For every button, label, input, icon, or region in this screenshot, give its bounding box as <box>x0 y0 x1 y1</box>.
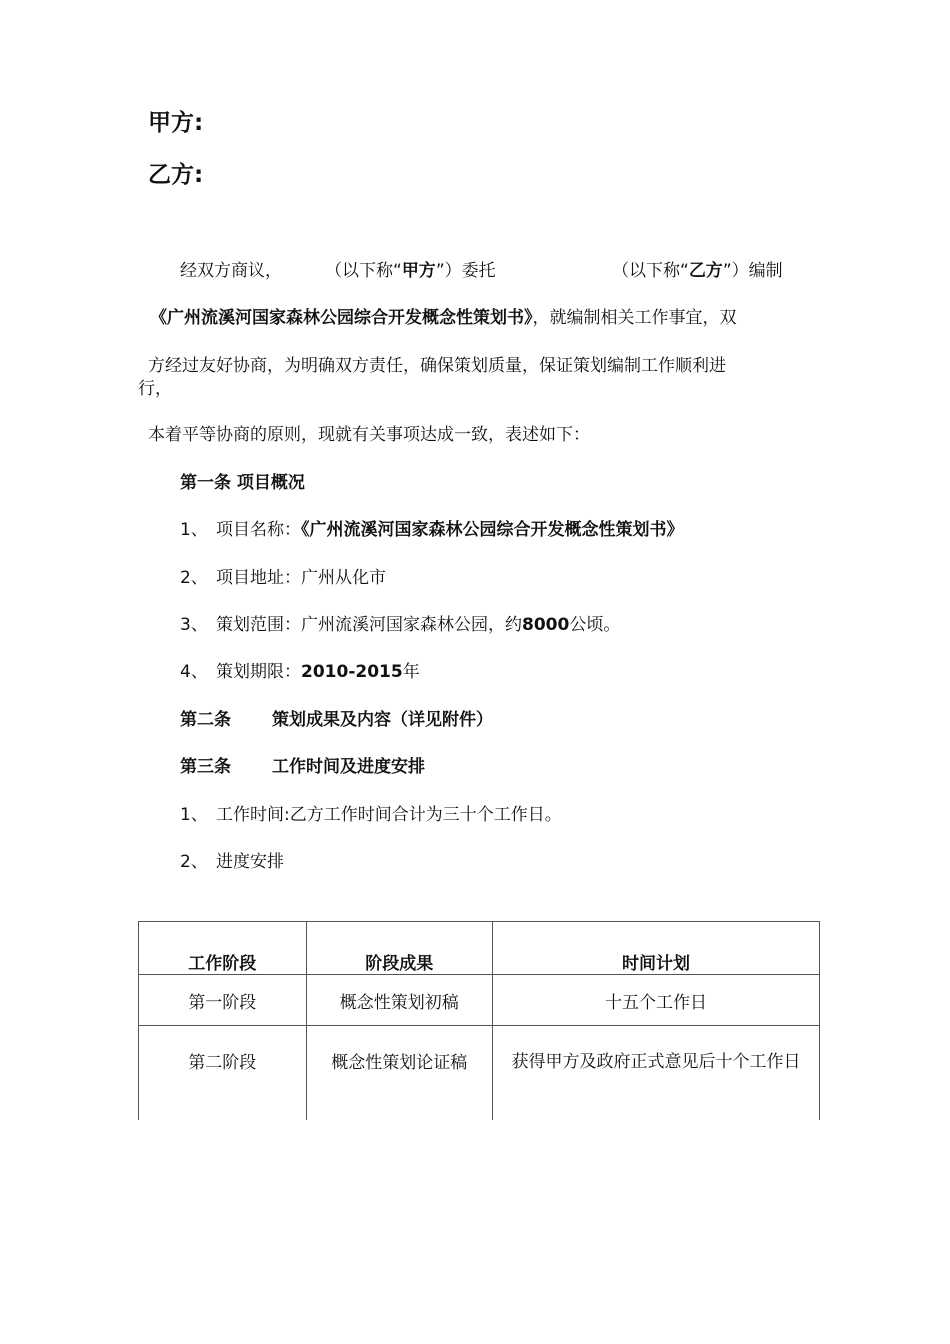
header-timeline: 时间计划 <box>492 922 819 975</box>
intro-line-1b: （以下称“甲方”）委托 <box>325 261 496 281</box>
party-b-label: 乙方: <box>148 162 204 188</box>
article-2-heading: 第二条 策划成果及内容（详见附件） <box>180 710 493 730</box>
article-1-item-3: 3、 策划范围：广州流溪河国家森林公园，约8000公顷。 <box>180 615 621 635</box>
table-row <box>139 1026 820 1121</box>
intro-line-3: 方经过友好协商，为明确双方责任，确保策划质量，保证策划编制工作顺利进 <box>148 356 726 376</box>
intro-line-4: 本着平等协商的原则，现就有关事项达成一致，表述如下： <box>148 425 590 445</box>
row-2-deliverable: 概念性策划论证稿 <box>331 1053 468 1073</box>
row-1-timeline: 十五个工作日 <box>492 975 819 1026</box>
header-stage: 工作阶段 <box>139 922 307 975</box>
row-2-stage: 第二阶段 <box>188 1053 257 1073</box>
article-3-item-1: 1、 工作时间:乙方工作时间合计为三十个工作日。 <box>180 805 562 825</box>
intro-line-2: 《广州流溪河国家森林公园综合开发概念性策划书》，就编制相关工作事宜，双 <box>150 308 737 328</box>
article-1-item-2: 2、 项目地址：广州从化市 <box>180 568 386 588</box>
project-title: 《广州流溪河国家森林公园综合开发概念性策划书》 <box>150 308 533 328</box>
article-1-heading: 第一条 项目概况 <box>180 473 305 493</box>
intro-line-1a: 经双方商议， <box>180 261 282 281</box>
table-header-row <box>139 922 820 975</box>
intro-line-1c: （以下称“乙方”）编制 <box>612 261 783 281</box>
article-1-item-4: 4、 策划期限：2010-2015年 <box>180 662 420 682</box>
row-1-deliverable: 概念性策划初稿 <box>306 975 492 1026</box>
row-1-stage: 第一阶段 <box>139 975 307 1026</box>
article-3-heading: 第三条 工作时间及进度安排 <box>180 757 425 777</box>
row-2-timeline: 获得甲方及政府正式意见后十个工作日 <box>511 1052 801 1072</box>
schedule-table <box>138 921 820 1120</box>
header-deliverable: 阶段成果 <box>306 922 492 975</box>
article-1-item-1: 1、 项目名称：《广州流溪河国家森林公园综合开发概念性策划书》 <box>180 520 684 540</box>
party-a-label: 甲方: <box>148 110 204 136</box>
article-3-item-2: 2、 进度安排 <box>180 852 284 872</box>
table-row <box>139 975 820 1026</box>
intro-line-3b: 行， <box>138 379 172 399</box>
